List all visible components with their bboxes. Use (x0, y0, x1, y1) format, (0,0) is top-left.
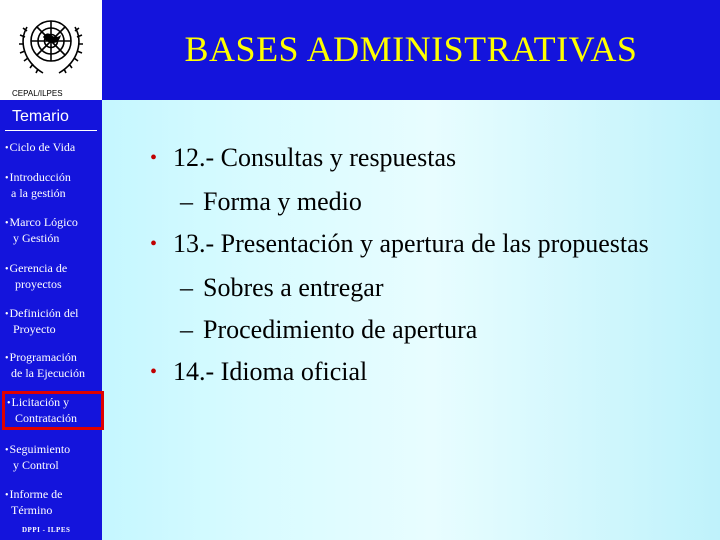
sidebar-item-label-2: y Gestión (13, 231, 60, 245)
sidebar-item-label: Programación (9, 350, 77, 364)
list-subitem: – Sobres a entregar (180, 273, 384, 302)
sidebar-item-label: Seguimiento (9, 442, 71, 456)
list-subitem: – Procedimiento de apertura (180, 315, 478, 344)
org-label: CEPAL/ILPES (0, 88, 102, 100)
sidebar-item-label-2: de la Ejecución (11, 366, 85, 380)
list-item: • 13.- Presentación y apertura de las propuestas (150, 229, 649, 258)
list-subitem: – Forma y medio (180, 187, 362, 216)
bullet-icon: • (150, 233, 158, 255)
slide-title: BASES ADMINISTRATIVAS (184, 29, 638, 69)
sidebar-title: Temario (12, 108, 69, 125)
sidebar-item-label-2: a la gestión (11, 186, 66, 200)
bullet-icon: • (150, 147, 158, 169)
sidebar-item-label-2: y Control (13, 458, 59, 472)
list-item: • 14.- Idioma oficial (150, 357, 368, 386)
sidebar-item-label: Definición del (9, 306, 79, 320)
sidebar-item-label: Ciclo de Vida (9, 140, 76, 154)
sidebar-item-ciclo-de-vida[interactable]: •Ciclo de Vida (5, 140, 76, 154)
sidebar-item-seguimiento[interactable]: •Seguimiento y Control (5, 442, 103, 472)
logo (0, 0, 102, 88)
dash-icon: – (180, 315, 193, 344)
sidebar-item-licitacion[interactable]: •Licitación y Contratación (2, 391, 104, 430)
list-item: • 12.- Consultas y respuestas (150, 143, 457, 172)
sidebar-item-label-2: Proyecto (13, 322, 56, 336)
sidebar-item-programacion[interactable]: •Programación de la Ejecución (5, 350, 103, 380)
sidebar-item-definicion[interactable]: •Definición del Proyecto (5, 306, 103, 336)
sidebar-item-label-2: Contratación (15, 411, 77, 425)
sidebar-item-label: Licitación y (11, 395, 70, 409)
sidebar-item-marco-logico[interactable]: •Marco Lógico y Gestión (5, 215, 103, 245)
sidebar-item-label-2: proyectos (15, 277, 62, 291)
dash-icon: – (180, 273, 193, 302)
main-content (150, 137, 710, 395)
sidebar-item-label: Gerencia de (9, 261, 68, 275)
footer-label: DPPI - ILPES (22, 526, 71, 534)
sidebar-item-label-2: Término (11, 503, 53, 517)
sidebar-item-label: Marco Lógico (9, 215, 78, 229)
sidebar-item-introduccion[interactable]: •Introducción a la gestión (5, 170, 103, 200)
bullet-icon: • (150, 361, 158, 383)
sidebar-item-label: Informe de (9, 487, 63, 501)
sidebar-divider (5, 130, 97, 131)
un-emblem-icon (13, 7, 89, 81)
sidebar-item-informe[interactable]: •Informe de Término (5, 487, 103, 517)
sidebar-item-label: Introducción (9, 170, 71, 184)
dash-icon: – (180, 187, 193, 216)
sidebar-item-gerencia[interactable]: •Gerencia de proyectos (5, 261, 103, 291)
